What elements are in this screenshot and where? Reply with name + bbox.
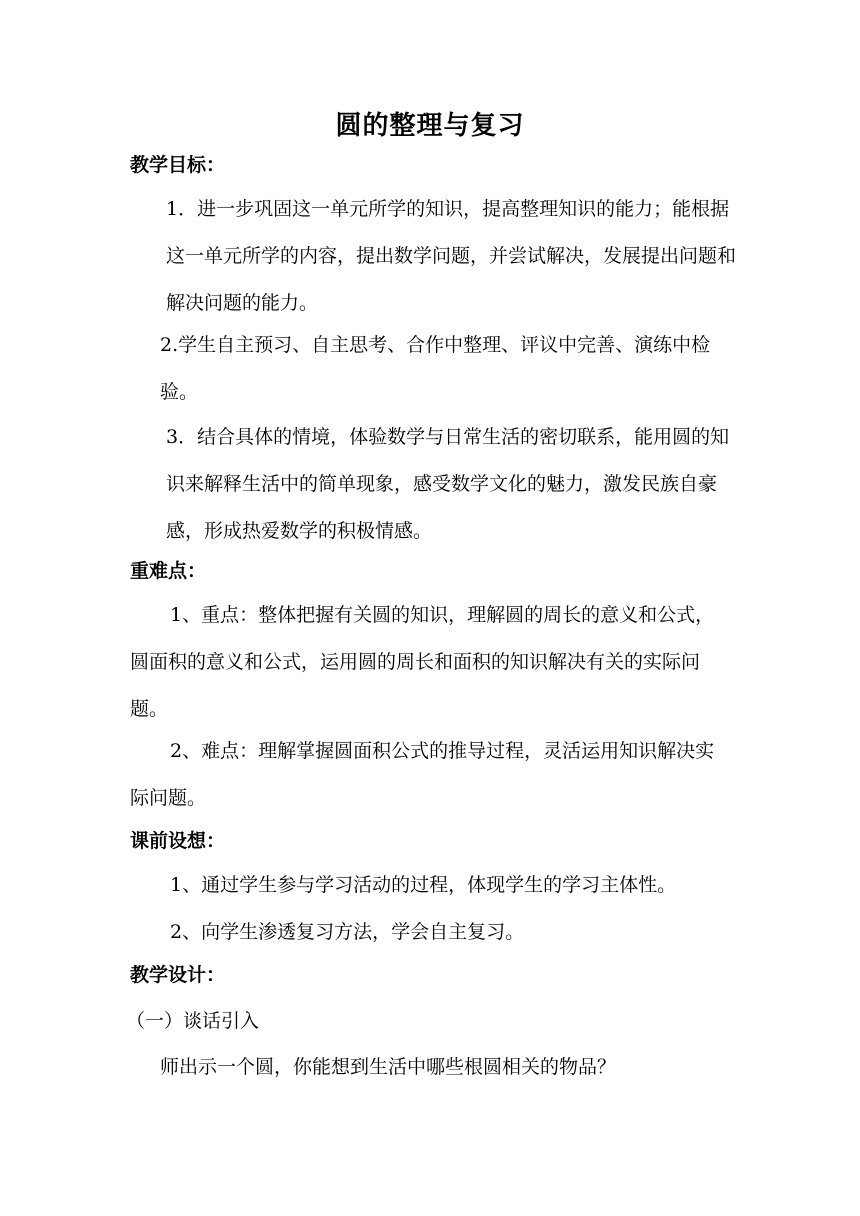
idea-item-1: 1、通过学生参与学习活动的过程，体现学生的学习主体性。	[170, 874, 677, 896]
design-text: 师出示一个圆，你能想到生活中哪些根圆相关的物品？	[160, 1056, 617, 1078]
goal-item-2: 2.学生自主预习、自主思考、合作中整理、评议中完善、演练中检验。	[160, 334, 711, 403]
ideas-heading: 课前设想：	[130, 830, 226, 852]
key-points-heading: 重难点：	[130, 560, 207, 582]
key-point-item-1: 1、重点：整体把握有关圆的知识，理解圆的周长的意义和公式，圆面积的意义和公式，运用圆的周长和面积的知识解决有关的实际问题。	[130, 604, 715, 720]
design-subheading: （一）谈话引入	[126, 1010, 260, 1032]
document-title: 圆的整理与复习	[335, 111, 525, 141]
goal-item-1: 1．进一步巩固这一单元所学的知识，提高整理知识的能力；能根据这一单元所学的内容，提出数学问题，并尝试解决，发展提出问题和解决问题的能力。	[166, 198, 737, 314]
design-heading: 教学设计：	[130, 964, 226, 986]
goals-heading: 教学目标：	[130, 154, 226, 176]
idea-item-2: 2、向学生渗透复习方法，学会自主复习。	[170, 921, 525, 943]
key-point-item-2: 2、难点：理解掌握圆面积公式的推导过程，灵活运用知识解决实际问题。	[130, 740, 715, 809]
goal-item-3: 3．结合具体的情境，体验数学与日常生活的密切联系，能用圆的知识来解释生活中的简单现象，感受数学文化的魅力，激发民族自豪感，形成热爱数学的积极情感。	[166, 426, 730, 542]
